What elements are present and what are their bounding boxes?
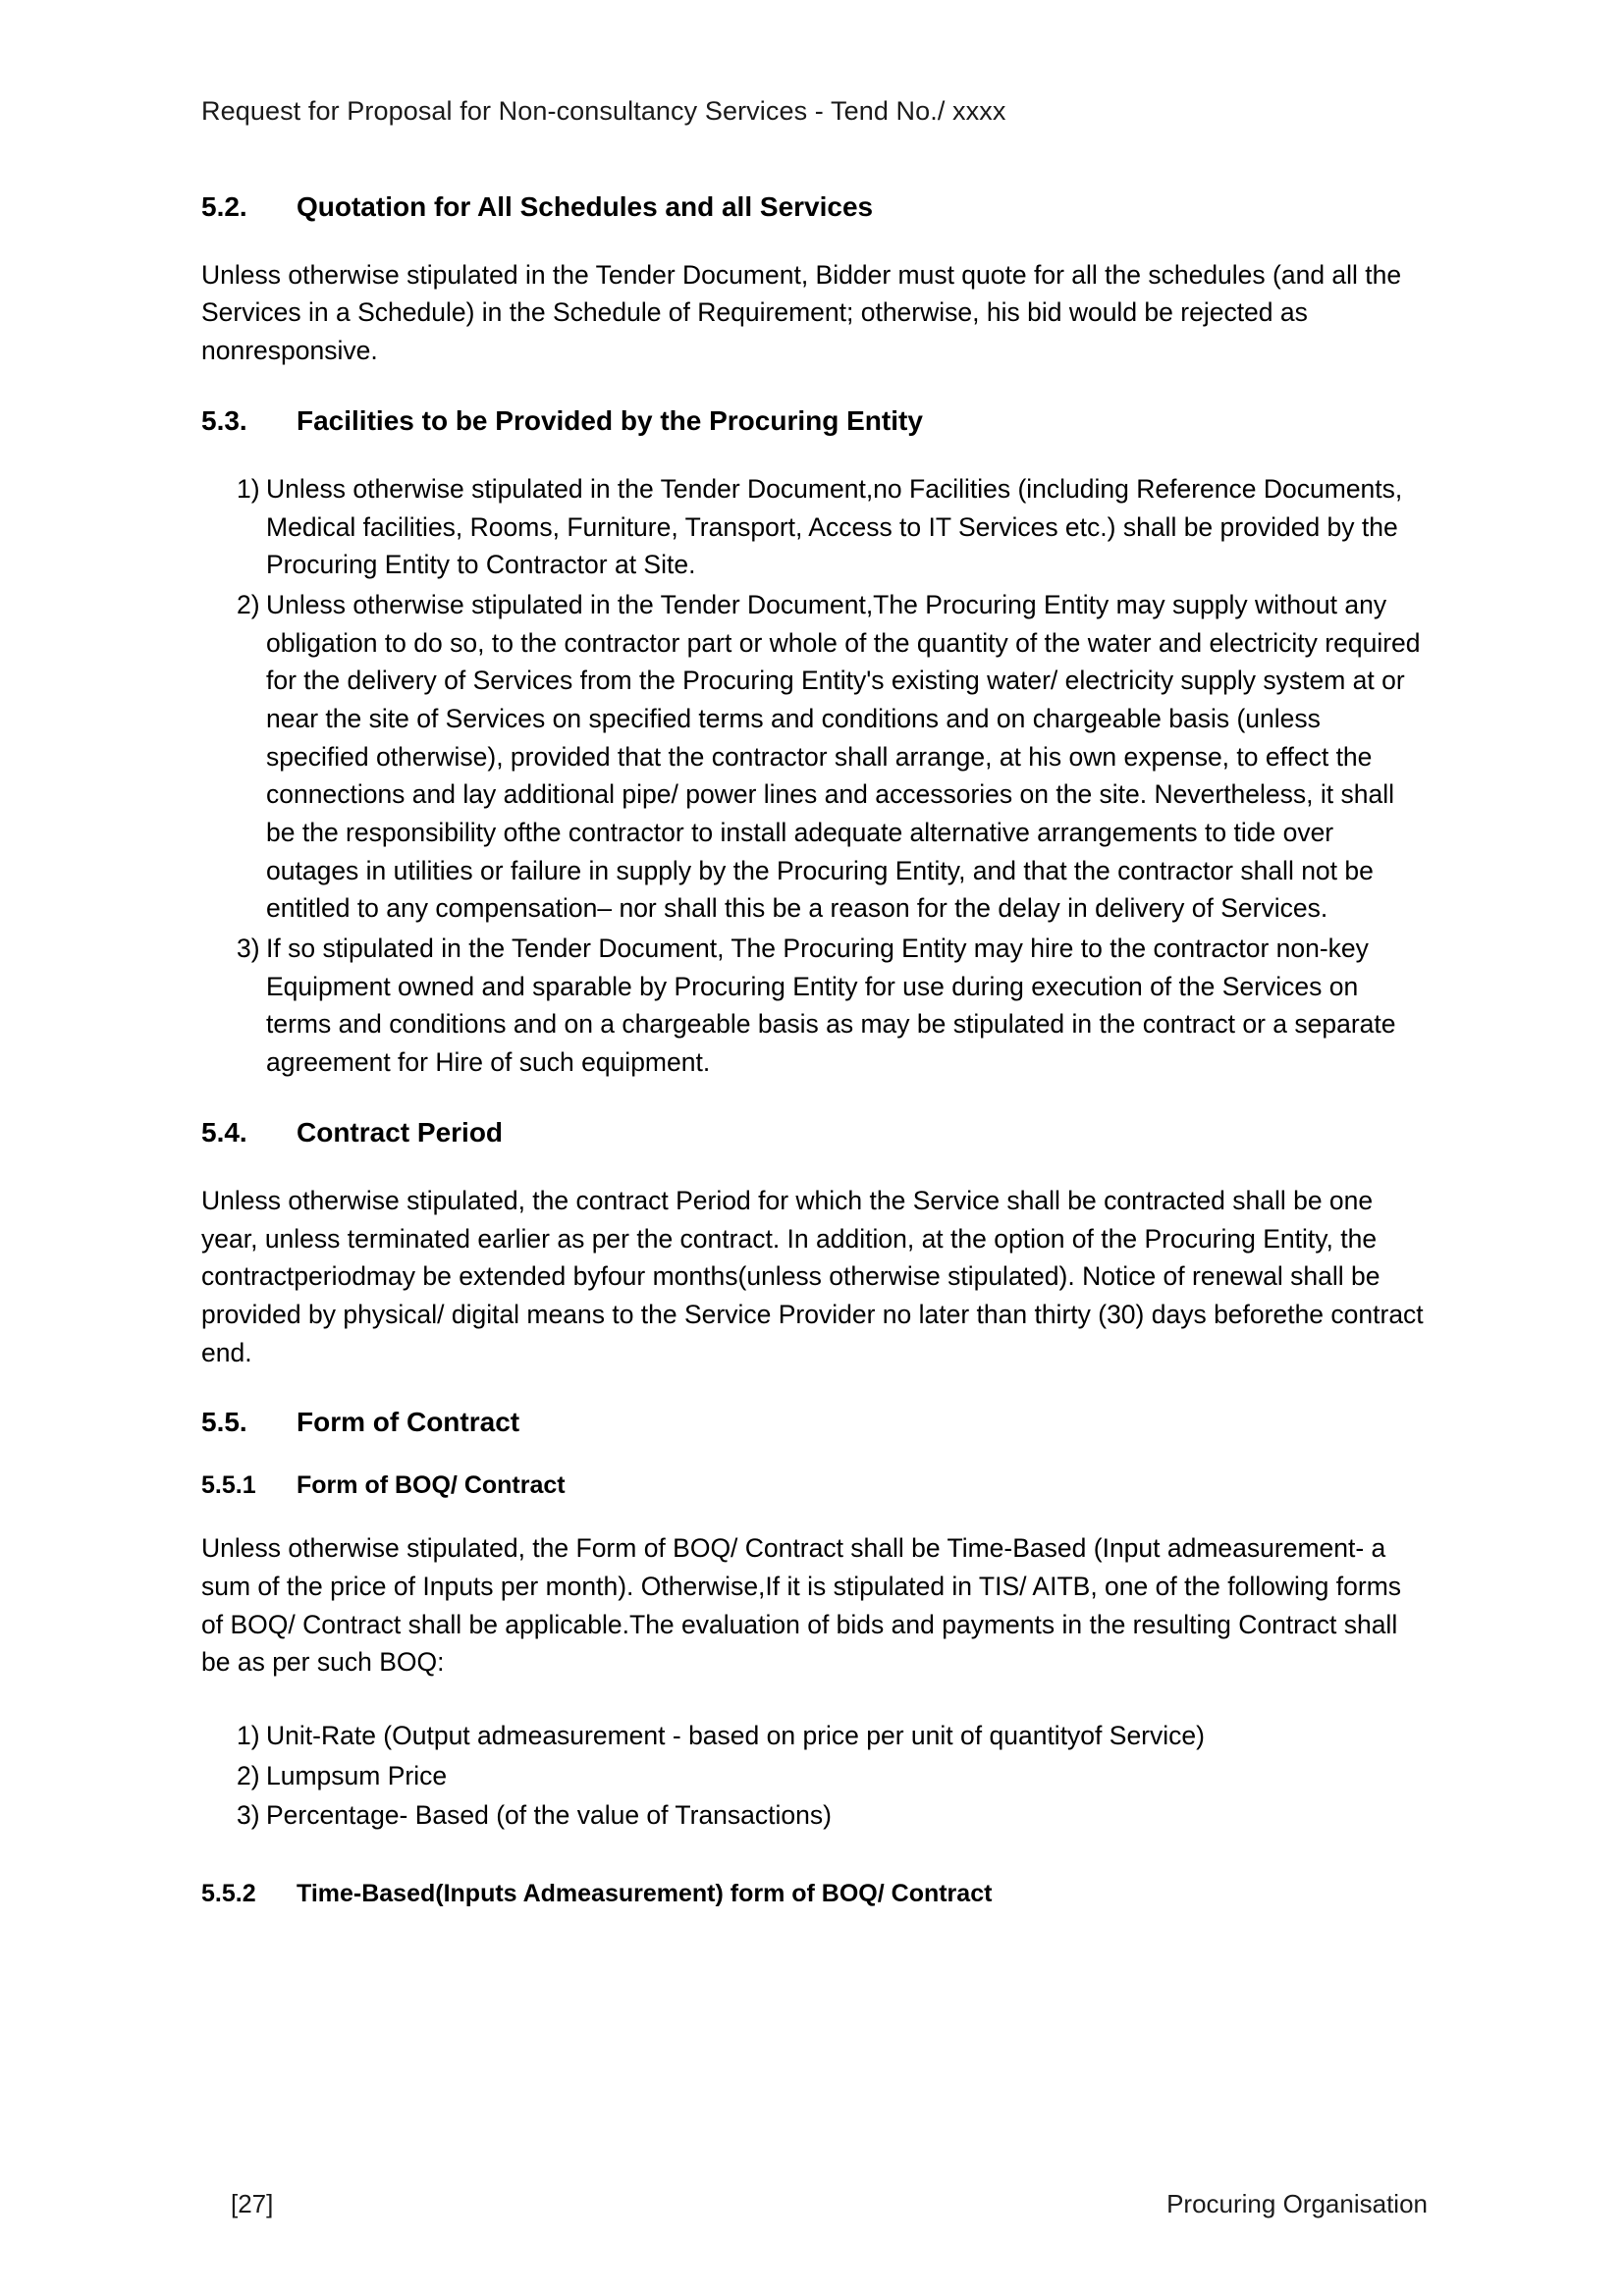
- list-text: If so stipulated in the Tender Document, The Procuring Entity may hire to the contractor non-key Equipment owned and sparable by Procuring Entity for use during execution of the Services on terms and conditions and on a chargeable basis as may be stipulated in the contract or a separate agreement for Hire of such equipment.: [266, 934, 1396, 1078]
- list-text: Unless otherwise stipulated in the Tender Document,no Facilities (including Reference Documents, Medical facilities, Rooms, Furniture, Transport, Access to IT Services etc.) shall be provided by the Procuring Entity to Contractor at Site.: [266, 473, 1403, 580]
- section-number: 5.2.: [201, 190, 247, 222]
- list-item: [201, 1796, 1428, 1835]
- section-heading-5-2: [201, 191, 1428, 223]
- subsection-5-5-1-list: [201, 1717, 1428, 1835]
- section-heading-5-5: [201, 1407, 1428, 1438]
- list-text: Percentage- Based (of the value of Transactions): [266, 1800, 832, 1831]
- list-marker: 1): [237, 1721, 260, 1751]
- subsection-5-5-1-paragraph: Unless otherwise stipulated, the Form of BOQ/ Contract shall be Time-Based (Input admeasurement- a sum of the price of Inputs per month). Otherwise,If it is stipulated in TIS/ AITB, one of the following forms of BOQ/ Contract shall be applicable.The evaluation of bids and payments in the resulting Contract shall be as per such BOQ:: [201, 1533, 1402, 1678]
- section-number: 5.3.: [201, 404, 247, 436]
- section-number: 5.5.: [201, 1407, 247, 1438]
- subsection-title: Form of BOQ/ Contract: [297, 1471, 566, 1500]
- section-5-4-paragraph: Unless otherwise stipulated, the contract Period for which the Service shall be contracted shall be one year, unless terminated earlier as per the contract. In addition, at the option of the Procuring Entity, the contractperiodmay be extended byfour months(unless otherwise stipulated). Notice of renewal shall be provided by physical/ digital means to the Service Provider no later than thirty (30) days beforethe contract end.: [201, 1185, 1424, 1367]
- page-footer: [201, 2189, 1428, 2219]
- section-number: 5.4.: [201, 1116, 247, 1148]
- list-text: Unless otherwise stipulated in the Tender Document,The Procuring Entity may supply without any obligation to do so, to the contractor part or whole of the quantity of the water and electricity required for the delivery of Services from the Procuring Entity's existing water/ electricity supply system at or near the site of Services on specified terms and conditions and on chargeable basis (unless specified otherwise), provided that the contractor shall arrange, at his own expense, to effect the connections and lay additional pipe/ power lines and accessories on the site. Nevertheless, it shall be the responsibility ofthe contractor to install adequate alternative arrangements to tide over outages in utilities or failure in supply by the Procuring Entity, and that the contractor shall not be entitled to any compensation– nor shall this be a reason for the delay in delivery of Services.: [266, 589, 1421, 924]
- section-title: Facilities to be Provided by the Procuring Entity: [297, 404, 923, 436]
- subsection-heading-5-5-2: [201, 1880, 1428, 1908]
- subsection-heading-5-5-1: [201, 1471, 1428, 1500]
- subsection-number: 5.5.2: [201, 1880, 256, 1908]
- section-5-2-paragraph: Unless otherwise stipulated in the Tender Document, Bidder must quote for all the schedules (and all the Services in a Schedule) in the Schedule of Requirement; otherwise, his bid would be rejected as nonresponsive.: [201, 259, 1402, 366]
- section-title: Contract Period: [297, 1116, 504, 1148]
- footer-organisation: Procuring Organisation: [1166, 2189, 1428, 2218]
- list-marker: 3): [237, 934, 260, 964]
- section-title: Form of Contract: [297, 1407, 520, 1438]
- section-heading-5-3: [201, 405, 1428, 437]
- footer-page-number: [27]: [231, 2189, 274, 2218]
- section-title: Quotation for All Schedules and all Services: [297, 190, 874, 222]
- list-text: Lumpsum Price: [266, 1760, 448, 1790]
- list-marker: 3): [237, 1800, 260, 1831]
- list-marker: 2): [237, 589, 260, 619]
- list-marker: 2): [237, 1760, 260, 1790]
- list-item: [201, 930, 1428, 1082]
- list-item: [201, 1757, 1428, 1795]
- list-item: [201, 470, 1428, 584]
- section-5-3-list: [201, 470, 1428, 1082]
- list-item: [201, 1717, 1428, 1755]
- section-heading-5-4: [201, 1117, 1428, 1148]
- subsection-number: 5.5.1: [201, 1471, 256, 1500]
- page-header: Request for Proposal for Non-consultancy Services - Tend No./ xxxx: [201, 96, 1006, 126]
- list-item: [201, 586, 1428, 928]
- list-marker: 1): [237, 473, 260, 504]
- subsection-title: Time-Based(Inputs Admeasurement) form of BOQ/ Contract: [297, 1880, 993, 1908]
- list-text: Unit-Rate (Output admeasurement - based on price per unit of quantityof Service): [266, 1721, 1205, 1751]
